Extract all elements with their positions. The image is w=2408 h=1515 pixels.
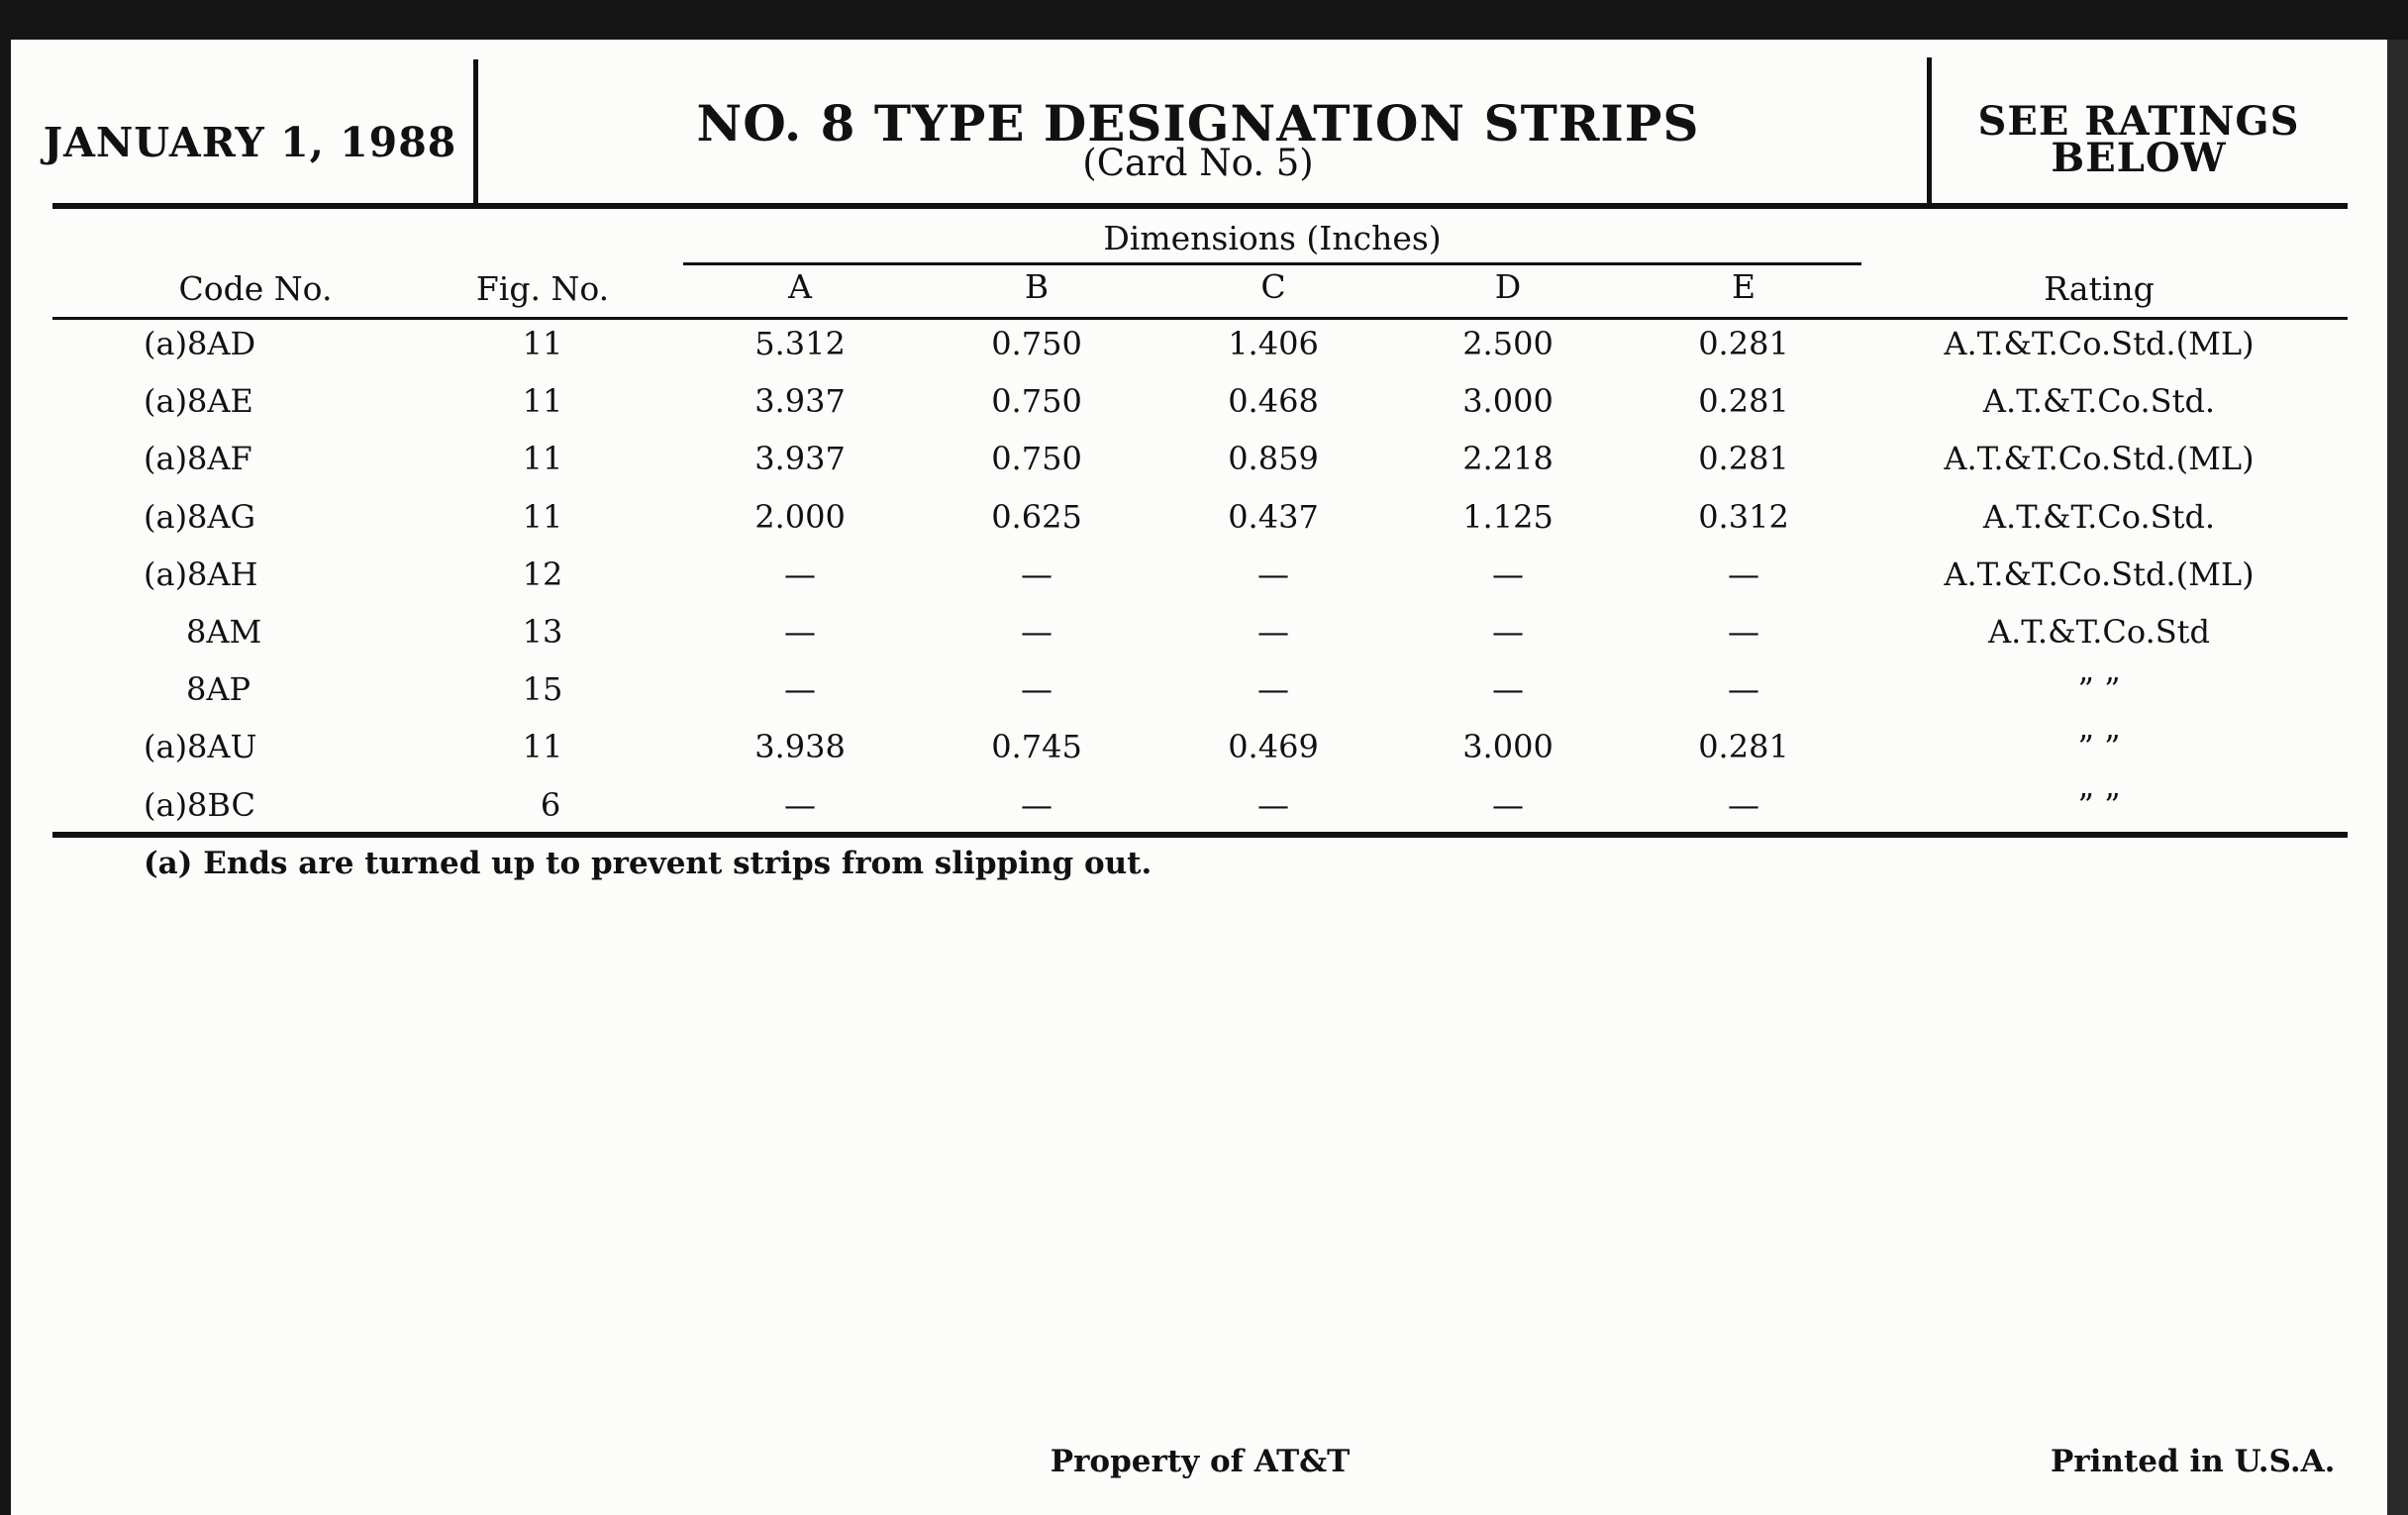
col-b-cell: 0.625 xyxy=(991,497,1082,536)
col-code-no-cell: (a)8BC xyxy=(144,785,255,824)
col-d-cell: — xyxy=(1492,555,1524,593)
col-c-cell: — xyxy=(1257,555,1289,593)
col-fig-no-cell: 11 xyxy=(522,440,563,478)
col-code-no-cell: (a)8AH xyxy=(144,555,258,593)
col-rating-cell: ” ” xyxy=(2077,670,2121,709)
col-b-cell: — xyxy=(1021,555,1053,593)
dimensions-group-rule xyxy=(683,262,1861,265)
col-fig-no-cell: 15 xyxy=(522,670,563,709)
ratings-note-line1: SEE RATINGS xyxy=(1977,98,2300,145)
printed-notice: Printed in U.S.A. xyxy=(2051,1444,2336,1479)
col-rating-cell: A.T.&T.Co.Std. xyxy=(1982,382,2216,421)
col-a-cell: — xyxy=(784,670,816,709)
col-e-cell: 0.312 xyxy=(1698,497,1789,536)
designation-card xyxy=(11,40,2387,1515)
col-c-cell: 0.469 xyxy=(1228,728,1319,766)
col-fig-no-cell: 11 xyxy=(522,497,563,536)
col-d-cell: — xyxy=(1492,785,1524,824)
col-rating-cell: A.T.&T.Co.Std. xyxy=(1982,497,2216,536)
col-e-cell: 0.281 xyxy=(1698,325,1789,362)
col-a-cell: 3.937 xyxy=(754,440,846,478)
col-code-no-cell: (a)8AD xyxy=(144,325,256,362)
footnote: (a) Ends are turned up to prevent strips from slipping out. xyxy=(144,846,1153,881)
col-fig-no-cell: 11 xyxy=(522,382,563,421)
col-d-cell: 3.000 xyxy=(1462,728,1554,766)
col-fig-no-header: Fig. No. xyxy=(475,269,610,308)
col-e-cell: 0.281 xyxy=(1698,728,1789,766)
col-code-no-cell: (a)8AE xyxy=(144,382,253,421)
col-e-header: E xyxy=(1731,267,1756,306)
col-rating-cell: A.T.&T.Co.Std.(ML) xyxy=(1944,440,2255,478)
col-code-no-cell: (a)8AF xyxy=(144,440,252,478)
col-a-cell: 3.938 xyxy=(754,728,846,766)
col-c-cell: — xyxy=(1257,670,1289,709)
col-b-header: B xyxy=(1024,267,1050,306)
col-d-header: D xyxy=(1494,267,1522,306)
col-a-cell: 5.312 xyxy=(754,325,846,362)
col-code-no-cell: 8AM xyxy=(186,613,262,651)
col-c-cell: 0.859 xyxy=(1228,440,1319,478)
col-b-cell: 0.750 xyxy=(991,440,1082,478)
col-b-cell: — xyxy=(1021,785,1053,824)
col-code-no-cell: (a)8AU xyxy=(144,728,257,766)
col-c-cell: 0.437 xyxy=(1228,497,1319,536)
col-e-cell: — xyxy=(1728,670,1759,709)
col-d-cell: — xyxy=(1492,613,1524,651)
col-c-header: C xyxy=(1260,267,1286,306)
col-b-cell: 0.750 xyxy=(991,325,1082,362)
col-fig-no-cell: 13 xyxy=(522,613,563,651)
col-d-cell: 2.218 xyxy=(1462,440,1554,478)
ratings-note-line2: BELOW xyxy=(2051,135,2227,181)
col-a-cell: 3.937 xyxy=(754,382,846,421)
col-c-cell: 1.406 xyxy=(1228,325,1319,362)
col-a-cell: — xyxy=(784,613,816,651)
col-d-cell: 1.125 xyxy=(1462,497,1554,536)
ratings-note xyxy=(1931,98,2347,181)
col-a-cell: — xyxy=(784,555,816,593)
col-e-cell: — xyxy=(1728,785,1759,824)
col-d-cell: — xyxy=(1492,670,1524,709)
col-rating-cell: ” ” xyxy=(2077,785,2121,824)
property-notice: Property of AT&T xyxy=(1050,1444,1351,1479)
card-edge xyxy=(2387,40,2408,1515)
col-d-cell: 3.000 xyxy=(1462,382,1554,421)
col-fig-no-cell: 11 xyxy=(522,728,563,766)
col-e-cell: 0.281 xyxy=(1698,440,1789,478)
col-a-cell: — xyxy=(784,785,816,824)
dimensions-group-header: Dimensions (Inches) xyxy=(1103,219,1442,257)
col-a-header: A xyxy=(788,267,812,306)
issue-date: JANUARY 1, 1988 xyxy=(43,119,457,166)
col-c-cell: — xyxy=(1257,613,1289,651)
col-rating-header: Rating xyxy=(2044,269,2155,308)
col-b-cell: — xyxy=(1021,613,1053,651)
col-rating-cell: ” ” xyxy=(2077,728,2121,766)
table-bottom-rule xyxy=(52,832,2348,838)
col-e-cell: 0.281 xyxy=(1698,382,1789,421)
col-fig-no-cell: 12 xyxy=(522,555,563,593)
col-code-no-cell: 8AP xyxy=(186,670,251,709)
column-header-rule xyxy=(52,317,2348,320)
col-b-cell: 0.745 xyxy=(991,728,1082,766)
col-rating-cell: A.T.&T.Co.Std xyxy=(1987,613,2211,651)
col-rating-cell: A.T.&T.Co.Std.(ML) xyxy=(1944,555,2255,593)
col-fig-no-cell: 11 xyxy=(522,325,563,362)
col-b-cell: 0.750 xyxy=(991,382,1082,421)
col-b-cell: — xyxy=(1021,670,1053,709)
col-c-cell: 0.468 xyxy=(1228,382,1319,421)
col-e-cell: — xyxy=(1728,613,1759,651)
page-title: NO. 8 TYPE DESIGNATION STRIPS xyxy=(696,94,1700,152)
col-d-cell: 2.500 xyxy=(1462,325,1554,362)
col-code-no-header: Code No. xyxy=(178,269,333,308)
col-c-cell: — xyxy=(1257,785,1289,824)
col-fig-no-cell: 6 xyxy=(540,785,561,824)
col-e-cell: — xyxy=(1728,555,1759,593)
col-code-no-cell: (a)8AG xyxy=(144,497,256,536)
header-rule xyxy=(52,203,2348,209)
col-a-cell: 2.000 xyxy=(754,497,846,536)
card-number: (Card No. 5) xyxy=(1082,142,1314,184)
col-rating-cell: A.T.&T.Co.Std.(ML) xyxy=(1944,325,2255,362)
